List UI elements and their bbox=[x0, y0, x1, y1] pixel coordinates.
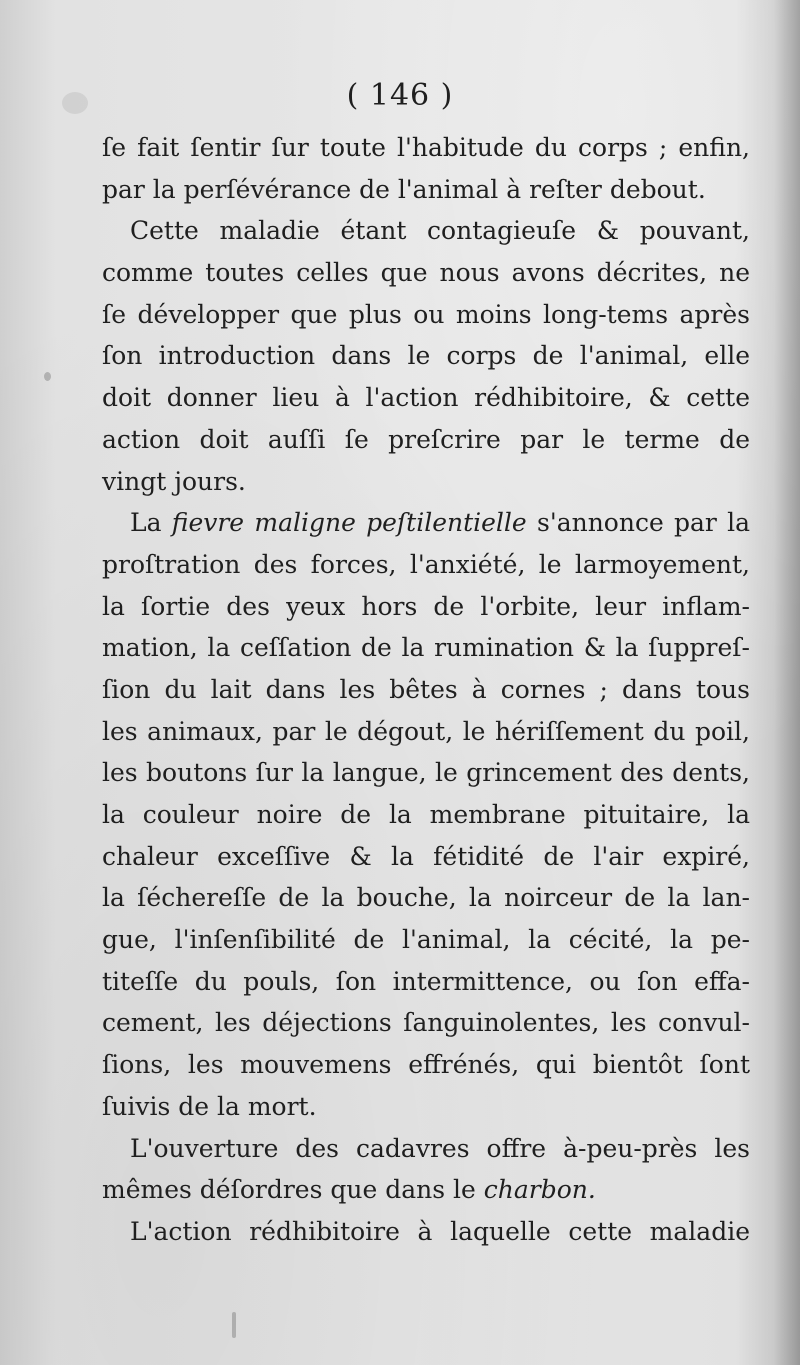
text-line: proſtration des forces, l'anxiété, le larmoyement, bbox=[102, 549, 750, 579]
text-line: ſions, les mouvemens effrénés, qui bientôt ſont bbox=[102, 1050, 750, 1080]
text-line: la ſortie des yeux hors de l'orbite, leur inflam- bbox=[102, 591, 750, 621]
text-line: ſion du lait dans les bêtes à cornes ; dans tous bbox=[102, 674, 750, 704]
text-line: la ſéchereſſe de la bouche, la noirceur de la lan- bbox=[102, 883, 750, 913]
text-line: gue, l'inſenſibilité de l'animal, la cécité, la pe- bbox=[102, 925, 750, 955]
ink-spot bbox=[44, 372, 51, 381]
text-line: ſe fait ſentir ſur toute l'habitude du corps ; enfin, bbox=[102, 133, 750, 162]
text-line: par la perſévérance de l'animal à reſter debout. bbox=[102, 174, 706, 204]
text-line: ſe développer que plus ou moins long-tems après bbox=[102, 299, 750, 329]
text-line: les boutons ſur la langue, le grincement des dents, bbox=[102, 758, 750, 788]
text-line: mation, la ceſſation de la rumination & la ſuppreſ- bbox=[102, 633, 750, 663]
text-line: titeſſe du pouls, ſon intermittence, ou ſon effa- bbox=[102, 966, 750, 996]
text-line: cement, les déjections ſanguinolentes, les convul- bbox=[102, 1008, 750, 1038]
page-number: ( 146 ) bbox=[346, 78, 454, 113]
text-run: s'annonce par la bbox=[526, 508, 751, 538]
text-run: mêmes déſordres que dans le bbox=[102, 1175, 484, 1205]
text-line: vingt jours. bbox=[102, 466, 246, 496]
ink-spot bbox=[232, 1312, 236, 1338]
text-line bbox=[102, 1169, 750, 1211]
italic-term: charbon. bbox=[483, 1175, 596, 1205]
text-line: les animaux, par le dégout, le hériſſement du poil, bbox=[102, 716, 750, 746]
text-line: action doit auſſi ſe preſcrire par le terme de bbox=[102, 424, 750, 454]
text-line: ſon introduction dans le corps de l'animal, elle bbox=[102, 341, 750, 371]
text-line bbox=[102, 502, 750, 544]
text-line: Cette maladie étant contagieuſe & pouvant, bbox=[130, 216, 750, 246]
text-line: chaleur exceſſive & la fétidité de l'air expiré, bbox=[102, 841, 750, 871]
italic-term: fievre maligne peſtilentielle bbox=[171, 508, 527, 538]
text-line: ſuivis de la mort. bbox=[102, 1091, 317, 1121]
text-line: comme toutes celles que nous avons décrites, ne bbox=[102, 258, 750, 288]
text-line: L'action rédhibitoire à laquelle cette maladie bbox=[130, 1216, 750, 1246]
text-line: doit donner lieu à l'action rédhibitoire, & cette bbox=[102, 383, 750, 413]
text-line: la couleur noire de la membrane pituitaire, la bbox=[102, 800, 750, 829]
page-edge-shadow bbox=[774, 0, 800, 1365]
text-run: La bbox=[130, 508, 172, 538]
page-text bbox=[102, 127, 750, 1253]
text-line: L'ouverture des cadavres offre à-peu-près les bbox=[130, 1133, 750, 1163]
